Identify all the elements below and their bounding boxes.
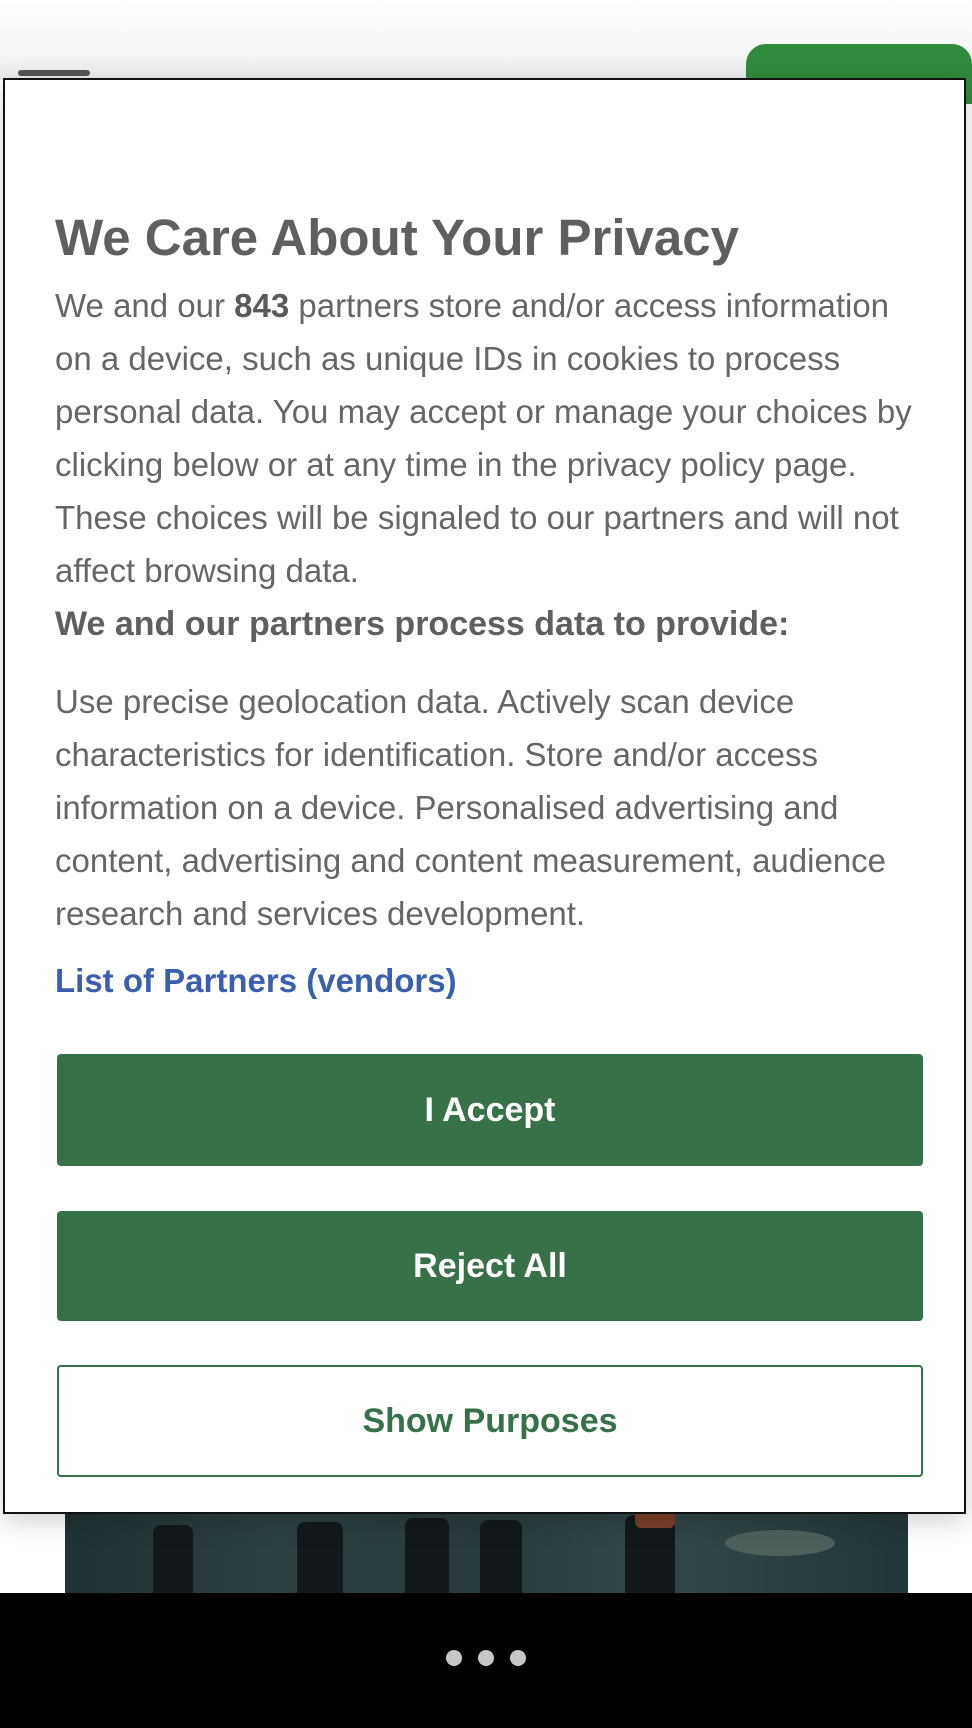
- consent-intro: [55, 279, 925, 597]
- dot-icon: [478, 1650, 494, 1666]
- hamburger-icon[interactable]: [18, 70, 90, 76]
- intro-text-end: partners store and/or access information on a device, such as unique IDs in cookies to process personal data. You may accept or manage your choices by clicking below or at any time in the privacy policy page. These choices will be signaled to our partners and will not affect browsing data.: [55, 287, 912, 589]
- purposes-description: Use precise geolocation data. Actively scan device characteristics for identification. Store and/or access information on a device. Personalised advertising and content, advertising and content measurement, audience research and services development.: [55, 683, 887, 932]
- consent-content: [55, 205, 925, 1006]
- show-purposes-button[interactable]: Show Purposes: [57, 1365, 923, 1477]
- reject-all-button[interactable]: Reject All: [57, 1211, 923, 1321]
- hero-image: [65, 1500, 908, 1600]
- accept-button[interactable]: I Accept: [57, 1054, 923, 1166]
- dot-icon: [510, 1650, 526, 1666]
- purposes-heading: We and our partners process data to provide:: [55, 605, 790, 643]
- partners-list-link[interactable]: List of Partners (vendors): [55, 962, 457, 999]
- dot-icon: [446, 1650, 462, 1666]
- dialog-title: We Care About Your Privacy: [55, 209, 739, 266]
- page-dots-icon[interactable]: [0, 1650, 972, 1666]
- intro-text-start: We and our: [55, 287, 235, 324]
- consent-dialog: [3, 78, 966, 1514]
- partner-count: 843: [234, 287, 290, 324]
